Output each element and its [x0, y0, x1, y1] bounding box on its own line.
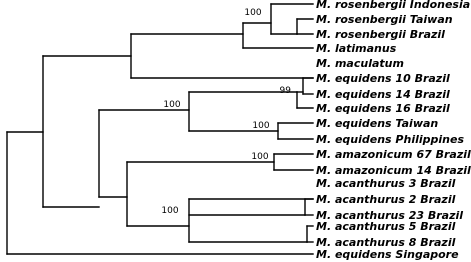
- taxon-label: M. equidens Taiwan: [316, 117, 439, 130]
- taxon-label: M. equidens 14 Brazil: [316, 88, 450, 101]
- taxon-label: M. rosenbergii Brazil: [316, 28, 445, 41]
- taxon-label: M. acanthurus 23 Brazil: [316, 209, 464, 222]
- support-value: 100: [161, 206, 179, 216]
- taxon-label: M. acanthurus 2 Brazil: [316, 193, 456, 206]
- support-values: [161, 8, 291, 216]
- taxon-label: M. acanthurus 8 Brazil: [316, 236, 456, 249]
- support-value: 100: [252, 121, 270, 131]
- taxon-label: M. latimanus: [316, 42, 397, 55]
- taxon-label: M. amazonicum 14 Brazil: [316, 164, 471, 177]
- taxon-label: M. equidens Philippines: [316, 133, 464, 146]
- taxon-labels: [316, 0, 471, 261]
- support-value: 99: [279, 86, 291, 96]
- support-value: 100: [251, 152, 269, 162]
- taxon-label: M. equidens Singapore: [316, 248, 459, 261]
- taxon-label: M. acanthurus 3 Brazil: [316, 177, 456, 190]
- taxon-label: M. equidens 10 Brazil: [316, 72, 450, 85]
- taxon-label: M. acanthurus 5 Brazil: [316, 220, 456, 233]
- taxon-label: M. amazonicum 67 Brazil: [316, 148, 471, 161]
- support-value: 100: [244, 8, 262, 18]
- taxon-label: M. rosenbergii Taiwan: [316, 13, 453, 26]
- taxon-label: M. equidens 16 Brazil: [316, 102, 450, 115]
- taxon-label: M. rosenbergii Indonesia: [316, 0, 471, 11]
- support-value: 100: [163, 100, 181, 110]
- taxon-label: M. maculatum: [316, 57, 404, 70]
